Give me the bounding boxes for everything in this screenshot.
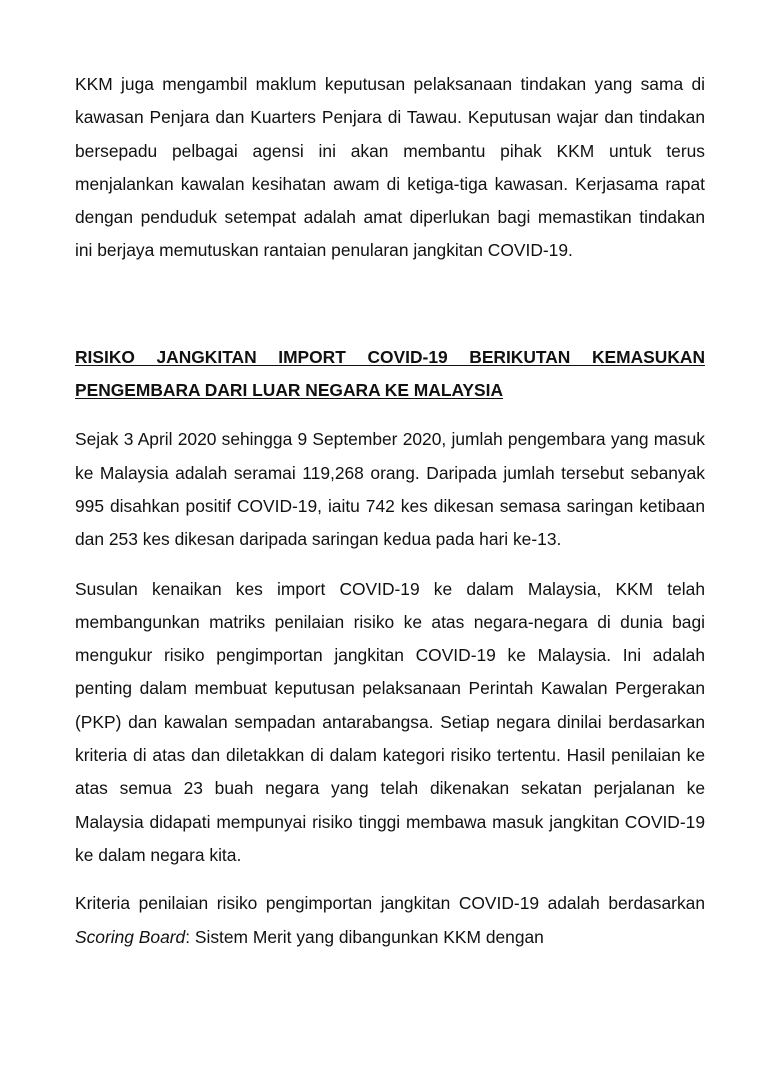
paragraph-kkm-decision: KKM juga mengambil maklum keputusan pelaksanaan tindakan yang sama di kawasan Penjara dan Kuarters Penjara di Tawau. Keputusan wajar dan tindakan bersepadu pelbagai agensi ini akan membantu pihak KKM untuk terus menjalankan kawalan kesihatan awam di ketiga-tiga kawasan. Kerjasama rapat dengan penduduk setempat adalah amat diperlukan bagi memastikan tindakan ini berjaya memutuskan rantaian penularan jangkitan COVID-19. (75, 74, 705, 261)
document-body (75, 68, 705, 954)
criteria-text-start: Kriteria penilaian risiko pengimportan jangkitan COVID-19 adalah berdasarkan (75, 893, 705, 914)
paragraph-risk-matrix: Susulan kenaikan kes import COVID-19 ke dalam Malaysia, KKM telah membangunkan matriks penilaian risiko ke atas negara-negara di dunia bagi mengukur risiko pengimportan jangkitan COVID-19 ke Malaysia. Ini adalah penting dalam membuat keputusan pelaksanaan Perintah Kawalan Pergerakan (PKP) dan kawalan sempadan antarabangsa. Setiap negara dinilai berdasarkan kriteria di atas dan diletakkan di dalam kategori risiko tertentu. Hasil penilaian ke atas semua 23 buah negara yang telah dikenakan sekatan perjalanan ke Malaysia didapati mempunyai risiko tinggi membawa masuk jangkitan COVID-19 ke dalam negara kita. (75, 578, 705, 865)
section-heading: RISIKO JANGKITAN IMPORT COVID-19 BERIKUTAN KEMASUKAN PENGEMBARA DARI LUAR NEGARA KE MALAYSIA (75, 346, 705, 401)
scoring-board-term: Scoring Board (75, 926, 186, 947)
paragraph-traveller-statistics: Sejak 3 April 2020 sehingga 9 September 2020, jumlah pengembara yang masuk ke Malaysia adalah seramai 119,268 orang. Daripada jumlah tersebut sebanyak 995 disahkan positif COVID-19, iaitu 742 kes dikesan semasa saringan ketibaan dan 253 kes dikesan daripada saringan kedua pada hari ke-13. (75, 429, 705, 550)
paragraph-risk-criteria (75, 887, 705, 954)
criteria-text-end: : Sistem Merit yang dibangunkan KKM dengan (185, 926, 544, 947)
